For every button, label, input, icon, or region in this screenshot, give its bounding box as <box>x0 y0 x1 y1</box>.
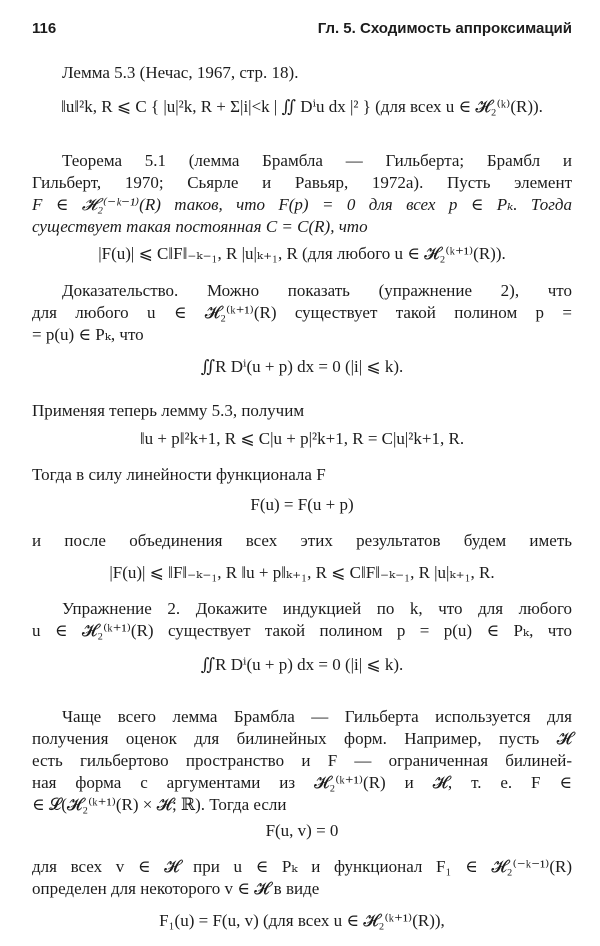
running-title: Гл. 5. Сходимость аппроксимаций <box>317 20 572 37</box>
proof-line-6: и после объединения всех этих результатов будем иметь <box>32 531 572 550</box>
body-line-3: есть гильбертово пространство и F — ограниченная билиней- <box>32 751 572 770</box>
proof-formula-3: F(u) = F(u + p) <box>250 495 354 514</box>
proof-line-1: Доказательство. Можно показать (упражнение 2), что <box>62 281 572 300</box>
body-line-5: ∈ 𝓛(𝓗₂⁽ᵏ⁺¹⁾(R) × 𝓗; ℝ). Тогда если <box>32 795 287 814</box>
proof-formula-2: ‖u + p‖²k+1, R ⩽ C|u + p|²k+1, R = C|u|²k+1, R. <box>139 429 465 448</box>
theorem-line-4: существует такая постоянная C = C(R), что <box>32 217 368 236</box>
theorem-formula: |F(u)| ⩽ C‖F‖₋ₖ₋₁, R |u|ₖ₊₁, R (для любого u ∈ 𝓗₂⁽ᵏ⁺¹⁾(R)). <box>98 244 506 263</box>
proof-line-3: = p(u) ∈ Pₖ, что <box>32 325 144 344</box>
theorem-line-1: Теорема 5.1 (лемма Брамбла — Гильберта; Брамбл и <box>62 151 572 170</box>
body-line-2: получения оценок для билинейных форм. Например, пусть 𝓗 <box>32 729 572 748</box>
body-line-7: определен для некоторого v ∈ 𝓗 в виде <box>32 879 320 898</box>
body-line-1: Чаще всего лемма Брамбла — Гильберта используется для <box>62 707 572 726</box>
body-line-4: ная форма с аргументами из 𝓗₂⁽ᵏ⁺¹⁾(R) и 𝓗, т. е. F ∈ <box>32 773 572 792</box>
page-header <box>32 20 572 46</box>
body-formula-1: F(u, v) = 0 <box>265 821 339 840</box>
theorem-line-2: Гильберт, 1970; Сьярле и Равьяр, 1972а). Пусть элемент <box>32 173 572 192</box>
body-line-6: для всех v ∈ 𝓗 при u ∈ Pₖ и функционал F₁ ∈ 𝓗₂⁽⁻ᵏ⁻¹⁾(R) <box>32 857 572 876</box>
page-number: 116 <box>32 20 57 37</box>
proof-formula-1: ∬R Dⁱ(u + p) dx = 0 (|i| ⩽ k). <box>200 357 404 376</box>
proof-line-2: для любого u ∈ 𝓗₂⁽ᵏ⁺¹⁾(R) существует такой полином p = <box>32 303 572 322</box>
proof-formula-4: |F(u)| ⩽ ‖F‖₋ₖ₋₁, R ‖u + p‖ₖ₊₁, R ⩽ C‖F‖₋ₖ₋₁, R |u|ₖ₊₁, R. <box>109 563 495 582</box>
body-formula-2: F₁(u) = F(u, v) (для всех u ∈ 𝓗₂⁽ᵏ⁺¹⁾(R)), <box>159 911 445 930</box>
lemma-formula: ‖u‖²k, R ⩽ C { |u|²k, R + Σ|i|<k | ∬ Dⁱu dx |² } (для всех u ∈ 𝓗₂⁽ᵏ⁾(R)). <box>61 97 543 116</box>
proof-line-5: Тогда в силу линейности функционала F <box>32 465 326 484</box>
lemma-heading: Лемма 5.3 (Нечас, 1967, стр. 18). <box>62 63 299 82</box>
exercise-line-1: Упражнение 2. Докажите индукцией по k, что для любого <box>62 599 572 618</box>
theorem-line-3: F ∈ 𝓗₂⁽⁻ᵏ⁻¹⁾(R) таков, что F(p) = 0 для всех p ∈ Pₖ. Тогда <box>32 195 572 214</box>
proof-line-4: Применяя теперь лемму 5.3, получим <box>32 401 305 420</box>
exercise-formula: ∬R Dⁱ(u + p) dx = 0 (|i| ⩽ k). <box>200 655 404 674</box>
exercise-line-2: u ∈ 𝓗₂⁽ᵏ⁺¹⁾(R) существует такой полином p = p(u) ∈ Pₖ, что <box>32 621 572 640</box>
